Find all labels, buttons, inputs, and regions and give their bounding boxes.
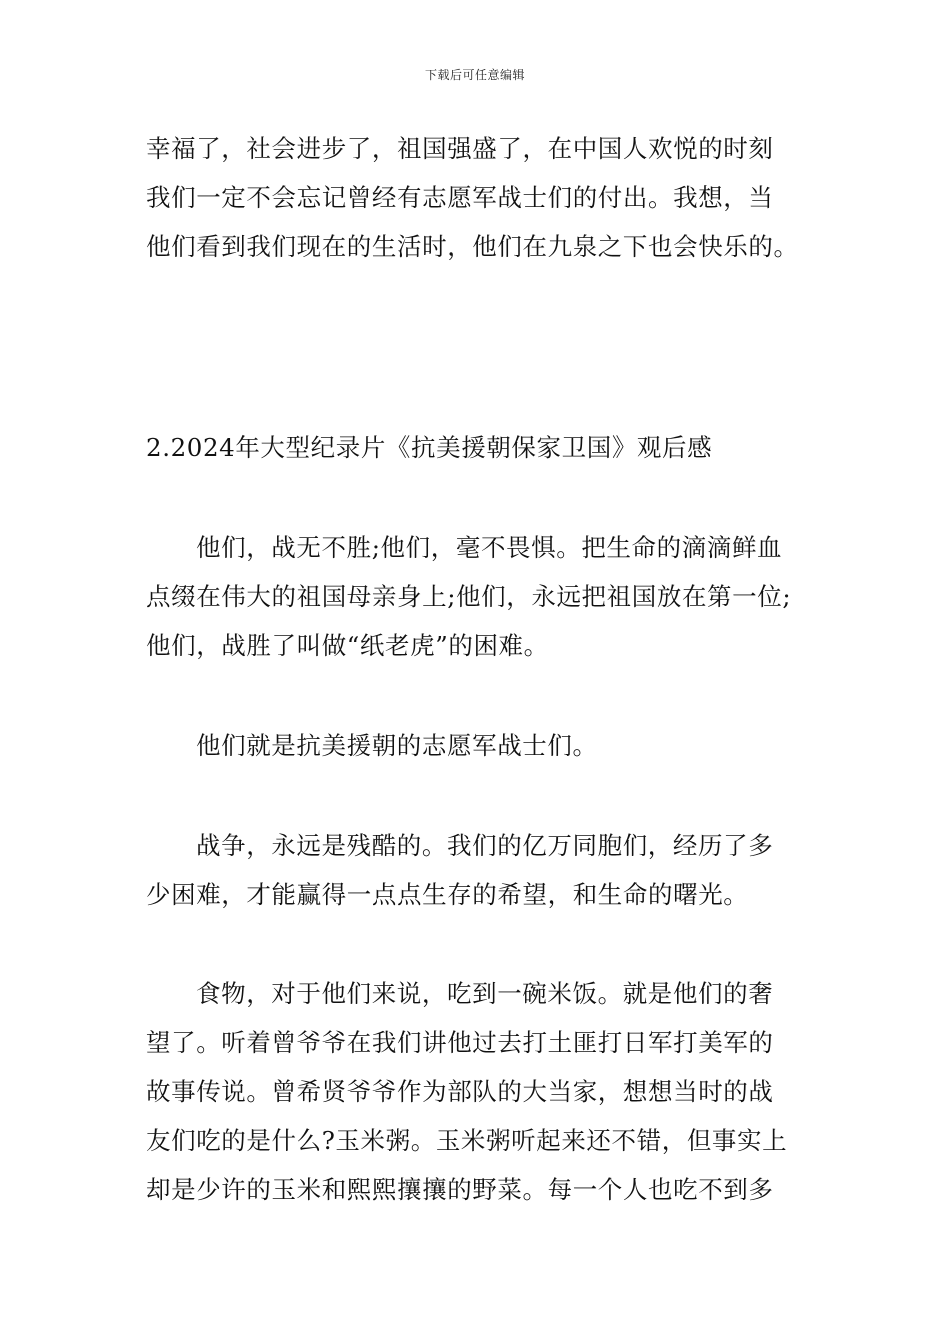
paragraph-line: 我们一定不会忘记曾经有志愿军战士们的付出。我想，当 [146,183,774,212]
paragraph-line: 故事传说。曾希贤爷爷作为部队的大当家，想想当时的战 [146,1077,774,1106]
paragraph-5 [146,969,826,1214]
paragraph-line: 他们看到我们现在的生活时，他们在九泉之下也会快乐的。 [146,232,799,261]
paragraph-line: 点缀在伟大的祖国母亲身上;他们，永远把祖国放在第一位; [146,582,792,611]
section-title [146,423,826,472]
paragraph-line: 幸福了，社会进步了，祖国强盛了，在中国人欢悦的时刻 [146,134,774,163]
paragraph-line: 食物，对于他们来说，吃到一碗米饭。就是他们的奢 [196,979,774,1008]
paragraph-line: 却是少许的玉米和熙熙攘攘的野菜。每一个人也吃不到多 [146,1175,774,1204]
paragraph-3 [146,721,826,770]
section-title-text: 2.2024年大型纪录片《抗美援朝保家卫国》观后感 [146,433,713,462]
paragraph-line: 战争，永远是残酷的。我们的亿万同胞们，经历了多 [196,831,774,860]
paragraph-4 [146,821,826,919]
paragraph-line: 少困难，才能赢得一点点生存的希望，和生命的曙光。 [146,880,749,909]
page-header: 下载后可任意编辑 [424,68,525,82]
paragraph-line: 望了。听着曾爷爷在我们讲他过去打土匪打日军打美军的 [146,1028,774,1057]
paragraph-line: 他们，战无不胜;他们，毫不畏惧。把生命的滴滴鲜血 [196,533,783,562]
paragraph-line: 友们吃的是什么?玉米粥。玉米粥听起来还不错，但事实上 [146,1126,788,1155]
paragraph-1 [146,124,826,271]
paragraph-line: 他们就是抗美援朝的志愿军战士们。 [196,731,598,760]
paragraph-line: 他们，战胜了叫做“纸老虎”的困难。 [146,631,549,660]
paragraph-2 [146,523,826,670]
